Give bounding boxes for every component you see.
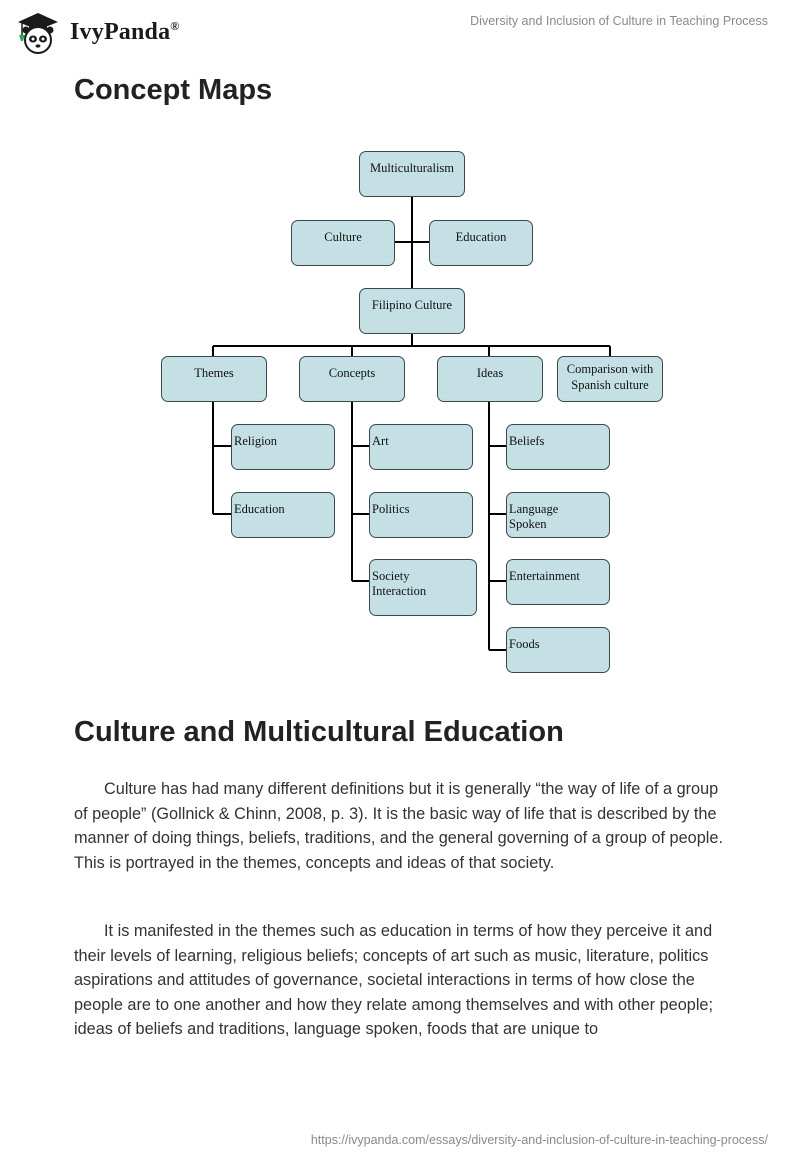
- node-culture: Culture: [291, 220, 395, 266]
- node-themes: Themes: [161, 356, 267, 402]
- node-society-interaction: Society Interaction: [369, 559, 477, 616]
- concept-map-diagram: [0, 140, 800, 680]
- node-comparison-spanish: Comparison with Spanish culture: [557, 356, 663, 402]
- node-foods: Foods: [506, 627, 610, 673]
- node-religion: Religion: [231, 424, 335, 470]
- document-title: Diversity and Inclusion of Culture in Teaching Process: [470, 14, 768, 28]
- ivypanda-logo[interactable]: [14, 8, 224, 56]
- page-header: [0, 0, 800, 60]
- node-education-branch: Education: [429, 220, 533, 266]
- node-concepts: Concepts: [299, 356, 405, 402]
- concept-maps-heading: Concept Maps: [74, 74, 273, 106]
- node-politics: Politics: [369, 492, 473, 538]
- culture-education-heading: Culture and Multicultural Education: [74, 716, 564, 748]
- node-beliefs: Beliefs: [506, 424, 610, 470]
- node-ideas: Ideas: [437, 356, 543, 402]
- body-paragraph: It is manifested in the themes such as education in terms of how they perceive it and their levels of learning, religious beliefs; concepts of art such as music, literature, politics aspirations and attitudes of governance, societal interactions in terms of how close the people are to one another and how they relate among themselves and with other people; ideas of beliefs and traditions, language spoken, foods that are unique to: [74, 922, 714, 1038]
- node-filipino-culture: Filipino Culture: [359, 288, 465, 334]
- source-url[interactable]: https://ivypanda.com/essays/diversity-and-inclusion-of-culture-in-teaching-process/: [310, 1133, 768, 1147]
- panda-graduate-icon: [14, 8, 62, 56]
- node-multiculturalism: Multiculturalism: [359, 151, 465, 197]
- node-education-theme: Education: [231, 492, 335, 538]
- node-entertainment: Entertainment: [506, 559, 610, 605]
- body-paragraph: Culture has had many different definitions but it is generally “the way of life of a group of people” (Gollnick & Chinn, 2008, p. 3). It is the basic way of life that is described by the manner of doing things, beliefs, traditions, and the general governing of a group of people. This is portrayed in the themes, concepts and ideas of that society.: [74, 780, 723, 872]
- logo-wordmark: IvyPanda®: [70, 18, 180, 45]
- node-art: Art: [369, 424, 473, 470]
- node-language-spoken: Language Spoken: [506, 492, 610, 538]
